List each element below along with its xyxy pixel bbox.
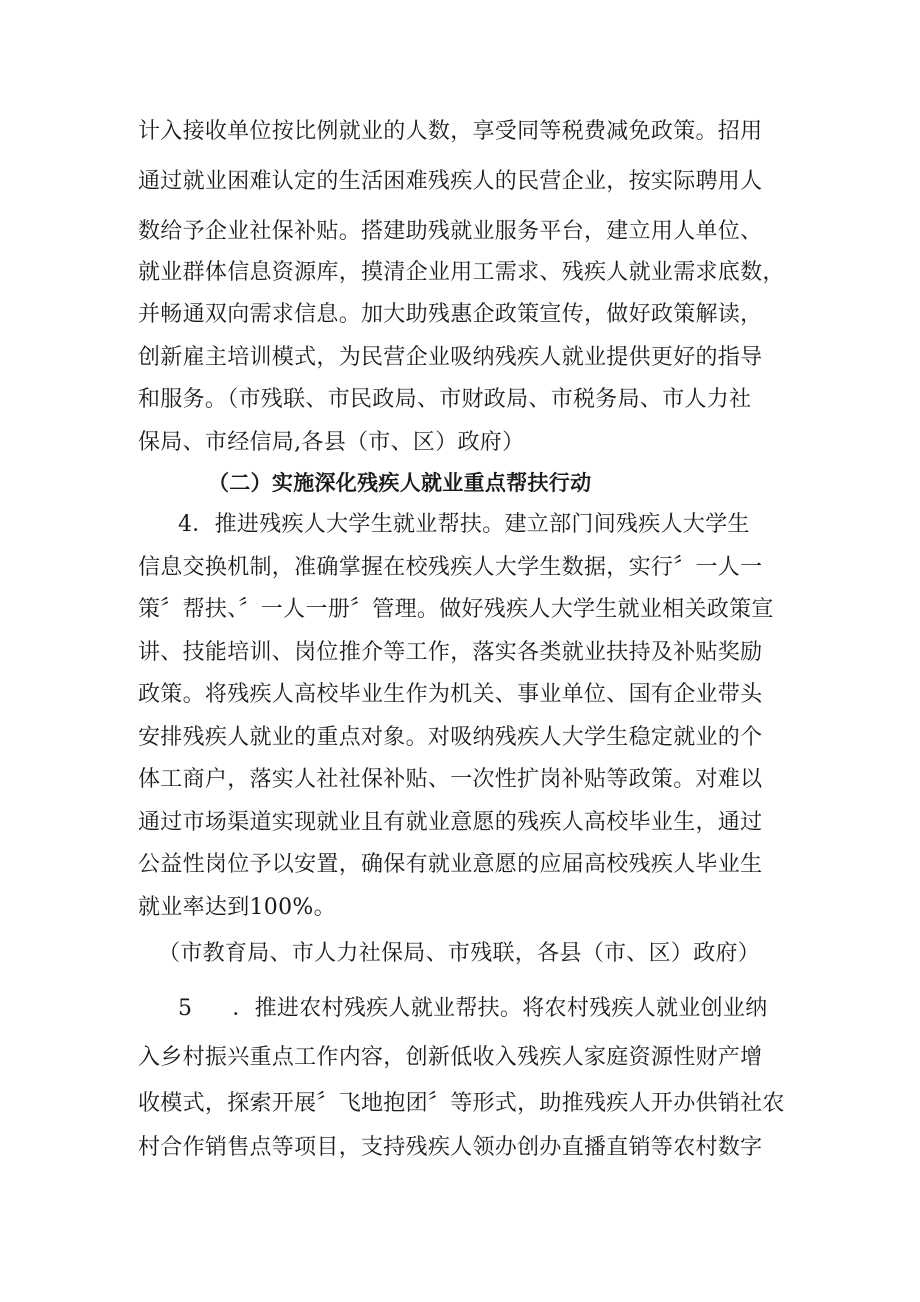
responsible-agencies: （市教育局、市人力社保局、市残联，各县（市、区）政府）: [158, 941, 761, 966]
paragraph-line: 收模式，探索开展〞飞地抱团〞等形式，助推残疾人开办供销社农: [138, 1091, 785, 1116]
paragraph-line: 就业率达到100%。: [138, 895, 336, 920]
paragraph-line: 和服务。（市残联、市民政局、市财政局、市税务局、市人力社: [138, 387, 752, 412]
paragraph-line: 村合作销售点等项目，支持残疾人领办创办直播直销等农村数字: [138, 1135, 763, 1160]
paragraph-line: 讲、技能培训、岗位推介等工作，落实各类就业扶持及补贴奖励: [138, 640, 763, 665]
paragraph-line: 策〞帮扶、〞一人一册〞管理。做好残疾人大学生就业相关政策宣: [138, 597, 774, 622]
paragraph-line: 创新雇主培训模式，为民营企业吸纳残疾人就业提供更好的指导: [138, 345, 763, 370]
paragraph-line: 保局、市经信局,各县（市、区）政府）: [138, 430, 525, 455]
paragraph-line: 安排残疾人就业的重点对象。对吸纳残疾人大学生稳定就业的个: [138, 725, 763, 750]
paragraph-line: 计入接收单位按比例就业的人数，享受同等税费减免政策。招用: [138, 119, 763, 144]
paragraph-line: 就业群体信息资源库，摸清企业用工需求、残疾人就业需求底数，: [138, 260, 785, 285]
paragraph-line: 入乡村振兴重点工作内容，创新低收入残疾人家庭资源性财产增: [138, 1045, 763, 1070]
paragraph-line: 体工商户，落实人社社保补贴、一次性扩岗补贴等政策。对难以: [138, 767, 763, 792]
item-text: ．推进农村残疾人就业帮扶。将农村残疾人就业创业纳: [232, 996, 768, 1021]
paragraph-line: [178, 997, 768, 1021]
paragraph-line: 政策。将残疾人高校毕业生作为机关、事业单位、国有企业带头: [138, 682, 763, 707]
paragraph-line: 公益性岗位予以安置，确保有就业意愿的应届高校残疾人毕业生: [138, 852, 763, 877]
paragraph-line: 并畅通双向需求信息。加大助残惠企政策宣传，做好政策解读，: [138, 302, 763, 327]
section-heading: （二）实施深化残疾人就业重点帮扶行动: [208, 471, 592, 495]
paragraph-line: 通过市场渠道实现就业且有就业意愿的残疾人高校毕业生，通过: [138, 810, 763, 835]
paragraph-line: 数给予企业社保补贴。搭建助残就业服务平台，建立用人单位、: [138, 219, 763, 244]
item-number: 5: [178, 996, 193, 1021]
paragraph-line: 信息交换机制，准确掌握在校残疾人大学生数据，实行〞一人一: [138, 555, 763, 580]
paragraph-line: 4．推进残疾人大学生就业帮扶。建立部门间残疾人大学生: [178, 512, 750, 537]
paragraph-line: 通过就业困难认定的生活困难残疾人的民营企业，按实际聘用人: [138, 169, 763, 194]
